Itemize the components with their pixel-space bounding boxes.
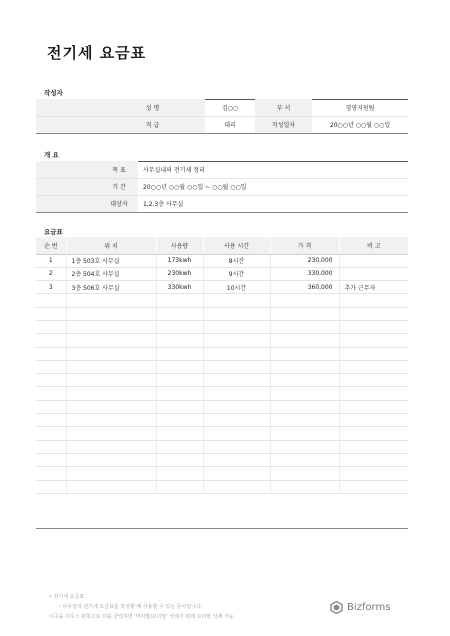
fees-cell-price: 230,000	[270, 254, 339, 267]
fees-cell-empty	[270, 307, 339, 320]
fees-cell-empty	[203, 307, 270, 320]
fees-cell-empty	[66, 467, 156, 480]
fees-cell-empty	[36, 427, 66, 440]
fees-cell-empty	[270, 387, 339, 400]
footer-line-2: - 사무실의 전기세 요금표를 작성할 때 사용할 수 있는 문서입니다.	[59, 604, 203, 610]
fees-cell-empty	[36, 347, 66, 360]
fees-cell-empty	[203, 374, 270, 387]
fees-cell-empty	[270, 453, 339, 466]
author-field-value: 20○○년 ○○월 ○○일	[312, 116, 408, 133]
fees-cell-note	[339, 254, 408, 267]
fees-cell-empty	[203, 440, 270, 453]
fees-cell-empty	[203, 400, 270, 413]
fees-cell-empty	[156, 427, 203, 440]
fees-cell-empty	[339, 440, 408, 453]
fees-cell-empty	[36, 440, 66, 453]
fees-cell-empty	[156, 374, 203, 387]
footer-note	[49, 592, 234, 622]
fees-cell-empty	[339, 320, 408, 333]
fees-table	[36, 237, 408, 494]
fees-cell-empty	[156, 360, 203, 373]
fees-cell-location: 1층 503호 사무실	[66, 254, 156, 267]
fees-section-label: 요금표	[44, 228, 63, 236]
fees-cell-empty	[66, 360, 156, 373]
bizforms-logo	[330, 601, 390, 614]
author-field-value: 대리	[205, 116, 255, 133]
overview-field-label: 기 간	[100, 178, 138, 195]
table-row-empty	[36, 294, 408, 307]
fees-cell-empty	[339, 427, 408, 440]
fees-cell-empty	[203, 320, 270, 333]
fees-cell-number: 1	[36, 254, 66, 267]
table-row-empty	[36, 334, 408, 347]
fees-cell-empty	[156, 294, 203, 307]
table-row-empty	[36, 414, 408, 427]
table-row-empty	[36, 307, 408, 320]
fees-cell-empty	[156, 440, 203, 453]
fees-cell-empty	[156, 467, 203, 480]
fees-cell-empty	[156, 453, 203, 466]
fees-cell-empty	[66, 400, 156, 413]
author-field-value: 김○○	[205, 99, 255, 116]
fees-header-cell: 비 고	[339, 237, 408, 254]
fees-cell-empty	[339, 374, 408, 387]
fees-cell-empty	[66, 453, 156, 466]
fees-cell-empty	[339, 453, 408, 466]
fees-cell-empty	[36, 360, 66, 373]
overview-field-label: 목 표	[100, 161, 138, 178]
overview-spacer-cell	[36, 178, 100, 195]
fees-cell-note	[339, 267, 408, 280]
fees-cell-empty	[66, 307, 156, 320]
fees-cell-empty	[66, 480, 156, 493]
fees-cell-empty	[36, 400, 66, 413]
fees-cell-empty	[270, 440, 339, 453]
fees-cell-empty	[270, 294, 339, 307]
overview-row	[36, 161, 408, 178]
author-row	[36, 116, 408, 133]
table-row-empty	[36, 440, 408, 453]
fees-cell-empty	[339, 467, 408, 480]
fees-cell-empty	[203, 387, 270, 400]
fees-cell-empty	[270, 414, 339, 427]
author-bottom-rule	[36, 133, 408, 134]
fees-cell-empty	[339, 400, 408, 413]
fees-cell-empty	[270, 334, 339, 347]
table-row	[36, 254, 408, 267]
fees-cell-empty	[339, 387, 408, 400]
overview-bottom-rule	[36, 212, 408, 213]
fees-cell-empty	[156, 414, 203, 427]
fees-cell-empty	[270, 467, 339, 480]
overview-row	[36, 195, 408, 212]
fees-cell-empty	[36, 414, 66, 427]
bizforms-logo-icon	[330, 601, 343, 614]
fees-cell-empty	[66, 440, 156, 453]
author-section-label: 작성자	[44, 89, 63, 97]
fees-cell-empty	[270, 347, 339, 360]
fees-cell-usage: 173kwh	[156, 254, 203, 267]
author-field-label: 부 서	[255, 99, 312, 116]
author-field-value: 경영지원팀	[312, 99, 408, 116]
fees-header-cell: 순 번	[36, 237, 66, 254]
table-row-empty	[36, 427, 408, 440]
fees-cell-empty	[339, 294, 408, 307]
author-spacer-cell	[36, 99, 100, 116]
fees-cell-empty	[339, 347, 408, 360]
fees-cell-empty	[66, 320, 156, 333]
fees-cell-empty	[156, 347, 203, 360]
fees-cell-empty	[36, 374, 66, 387]
fees-cell-location: 2층 504호 사무실	[66, 267, 156, 280]
fees-cell-empty	[36, 294, 66, 307]
fees-cell-empty	[156, 400, 203, 413]
fees-cell-empty	[66, 374, 156, 387]
author-table	[36, 99, 408, 134]
fees-cell-empty	[66, 334, 156, 347]
fees-cell-empty	[66, 294, 156, 307]
table-row-empty	[36, 374, 408, 387]
fees-cell-empty	[270, 427, 339, 440]
page-title: 전기세 요금표	[47, 44, 147, 62]
overview-field-label: 대상자	[100, 195, 138, 212]
table-row-empty	[36, 467, 408, 480]
fees-cell-empty	[156, 480, 203, 493]
fees-cell-empty	[36, 334, 66, 347]
fees-cell-empty	[156, 334, 203, 347]
fees-header-cell: 가 격	[270, 237, 339, 254]
overview-field-value: 1,2,3층 사무실	[138, 195, 408, 212]
author-field-label: 직 급	[100, 116, 205, 133]
fees-cell-empty	[270, 360, 339, 373]
fees-cell-empty	[203, 453, 270, 466]
overview-row	[36, 178, 408, 195]
fees-bottom-rule	[36, 528, 408, 529]
fees-cell-empty	[36, 453, 66, 466]
fees-header-cell: 위 치	[66, 237, 156, 254]
fees-header-cell: 사용량	[156, 237, 203, 254]
overview-field-value: 사무실내의 전기세 정리	[138, 161, 408, 178]
fees-cell-empty	[36, 480, 66, 493]
fees-cell-empty	[339, 360, 408, 373]
fees-cell-location: 3층 506호 사무실	[66, 281, 156, 294]
author-field-label: 성 명	[100, 99, 205, 116]
fees-cell-price: 330,000	[270, 267, 339, 280]
table-row	[36, 267, 408, 280]
fees-cell-empty	[156, 307, 203, 320]
fees-cell-empty	[66, 414, 156, 427]
fees-cell-number: 3	[36, 281, 66, 294]
fees-cell-note: 추가 근무자	[339, 281, 408, 294]
fees-cell-empty	[203, 467, 270, 480]
fees-cell-empty	[66, 427, 156, 440]
fees-cell-empty	[203, 360, 270, 373]
overview-section-label: 개 요	[44, 151, 59, 159]
footer-line-3: 이곳을 더우스 왼쪽으로 더블 클릭하면 '머리말/꼬리말' 삭제가 된채 꼬리말 삭제 가능	[49, 614, 234, 620]
overview-spacer-cell	[36, 161, 100, 178]
fees-cell-empty	[36, 320, 66, 333]
table-row	[36, 281, 408, 294]
fees-cell-empty	[339, 414, 408, 427]
fees-cell-usage: 230kwh	[156, 267, 203, 280]
table-row-empty	[36, 453, 408, 466]
fees-cell-empty	[203, 347, 270, 360]
fees-cell-usage: 330kwh	[156, 281, 203, 294]
author-row	[36, 99, 408, 116]
fees-cell-number: 2	[36, 267, 66, 280]
fees-cell-empty	[339, 307, 408, 320]
table-row-empty	[36, 387, 408, 400]
fees-cell-hours: 10시간	[203, 281, 270, 294]
bizforms-logo-text: Bizforms	[347, 602, 391, 613]
fees-cell-empty	[270, 480, 339, 493]
fees-cell-empty	[66, 347, 156, 360]
fees-cell-empty	[36, 387, 66, 400]
fees-cell-empty	[270, 320, 339, 333]
author-spacer-cell	[36, 116, 100, 133]
fees-cell-empty	[156, 320, 203, 333]
fees-cell-empty	[36, 467, 66, 480]
fees-cell-empty	[203, 294, 270, 307]
fees-cell-empty	[203, 334, 270, 347]
fees-cell-hours: 8시간	[203, 254, 270, 267]
fees-cell-empty	[339, 480, 408, 493]
fees-cell-empty	[36, 307, 66, 320]
table-row-empty	[36, 480, 408, 493]
fees-cell-empty	[339, 334, 408, 347]
table-row-empty	[36, 400, 408, 413]
overview-field-value: 20○○년 ○○월 ○○일 ~ ○○월 ○○일	[138, 178, 408, 195]
fees-cell-empty	[156, 387, 203, 400]
fees-cell-empty	[203, 427, 270, 440]
fees-cell-hours: 9시간	[203, 267, 270, 280]
fees-cell-empty	[270, 374, 339, 387]
fees-header-cell: 사용 시간	[203, 237, 270, 254]
table-row-empty	[36, 347, 408, 360]
overview-spacer-cell	[36, 195, 100, 212]
table-row-empty	[36, 320, 408, 333]
footer-line-1: • 전기세 요금표	[49, 594, 85, 600]
fees-cell-empty	[203, 480, 270, 493]
fees-cell-empty	[66, 387, 156, 400]
fees-cell-empty	[270, 400, 339, 413]
table-row-empty	[36, 360, 408, 373]
fees-cell-empty	[203, 414, 270, 427]
fees-cell-price: 360,000	[270, 281, 339, 294]
author-field-label: 작성일자	[255, 116, 312, 133]
overview-table	[36, 161, 408, 213]
